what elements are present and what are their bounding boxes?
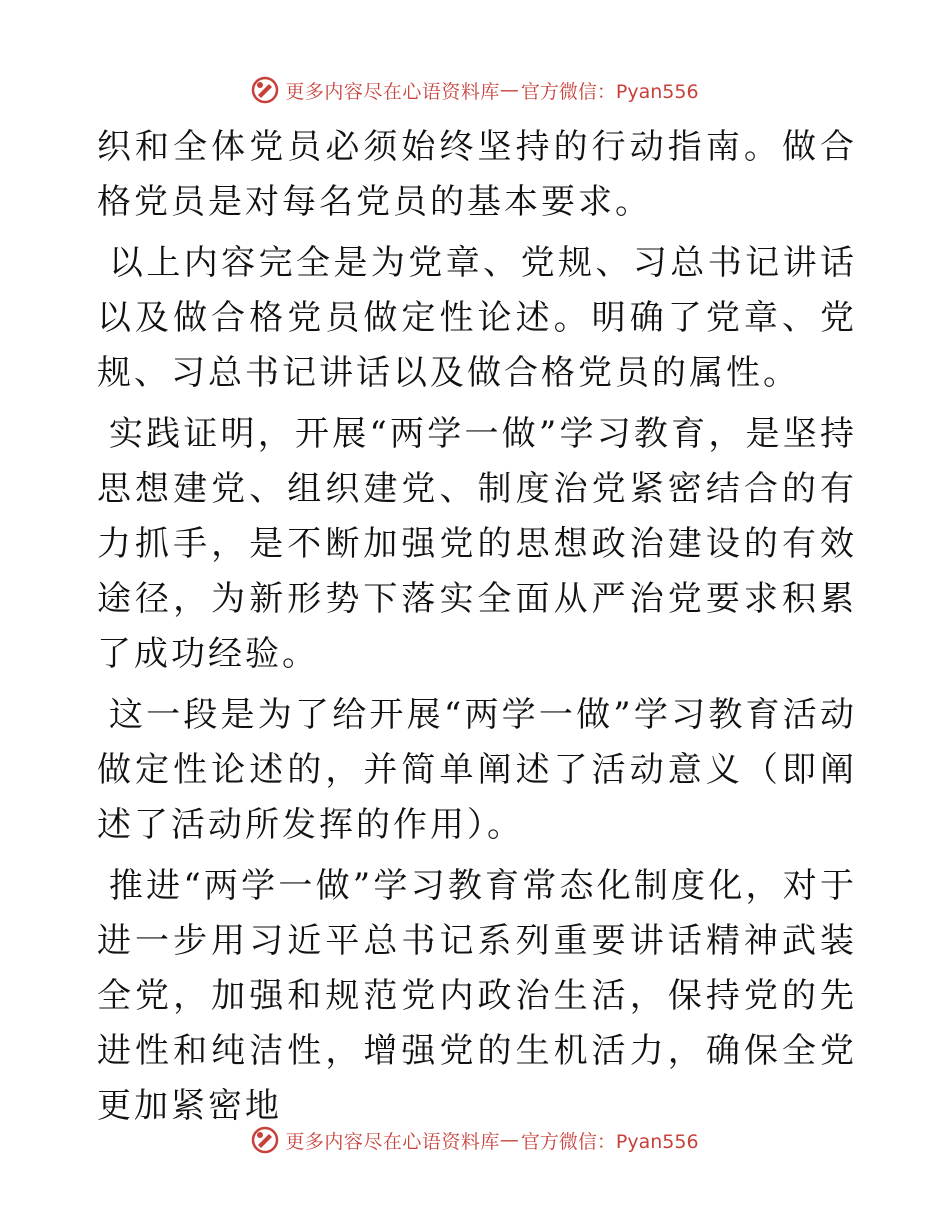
- brand-logo-icon: [251, 1126, 279, 1154]
- footer-brand-text: 更多内容尽在心语资料库: [285, 1130, 500, 1153]
- footer-wechat-text: 官方微信：Pyan556: [520, 1130, 699, 1153]
- header-wechat-text: 官方微信：Pyan556: [520, 80, 699, 103]
- paragraph-5: 推进“两学一做”学习教育常态化制度化，对于进一步用习近平总书记系列重要讲话精神武装全党，加强和规范党内政治生活，保持党的先进性和纯洁性，增强党的生机活力，确保全党更加紧密地: [97, 866, 857, 1126]
- watermark-header: [0, 70, 950, 110]
- paragraph-1: 织和全体党员必须始终坚持的行动指南。做合格党员是对每名党员的基本要求。: [97, 127, 857, 222]
- brand-logo-icon: [251, 76, 279, 104]
- header-separator: —: [499, 79, 519, 101]
- watermark-footer: [0, 1120, 950, 1160]
- footer-separator: —: [499, 1129, 519, 1151]
- paragraph-4: 这一段是为了给开展“两学一做”学习教育活动做定性论述的，并简单阐述了活动意义（即阐述了活动所发挥的作用）。: [97, 695, 857, 845]
- document-body: [97, 120, 857, 1140]
- header-brand-text: 更多内容尽在心语资料库: [285, 80, 500, 103]
- paragraph-3: 实践证明，开展“两学一做”学习教育，是坚持思想建党、组织建党、制度治党紧密结合的有力抓手，是不断加强党的思想政治建设的有效途径，为新形势下落实全面从严治党要求积累了成功经验。: [97, 414, 857, 674]
- paragraph-2: 以上内容完全是为党章、党规、习总书记讲话以及做合格党员做定性论述。明确了党章、党规、习总书记讲话以及做合格党员的属性。: [97, 243, 857, 393]
